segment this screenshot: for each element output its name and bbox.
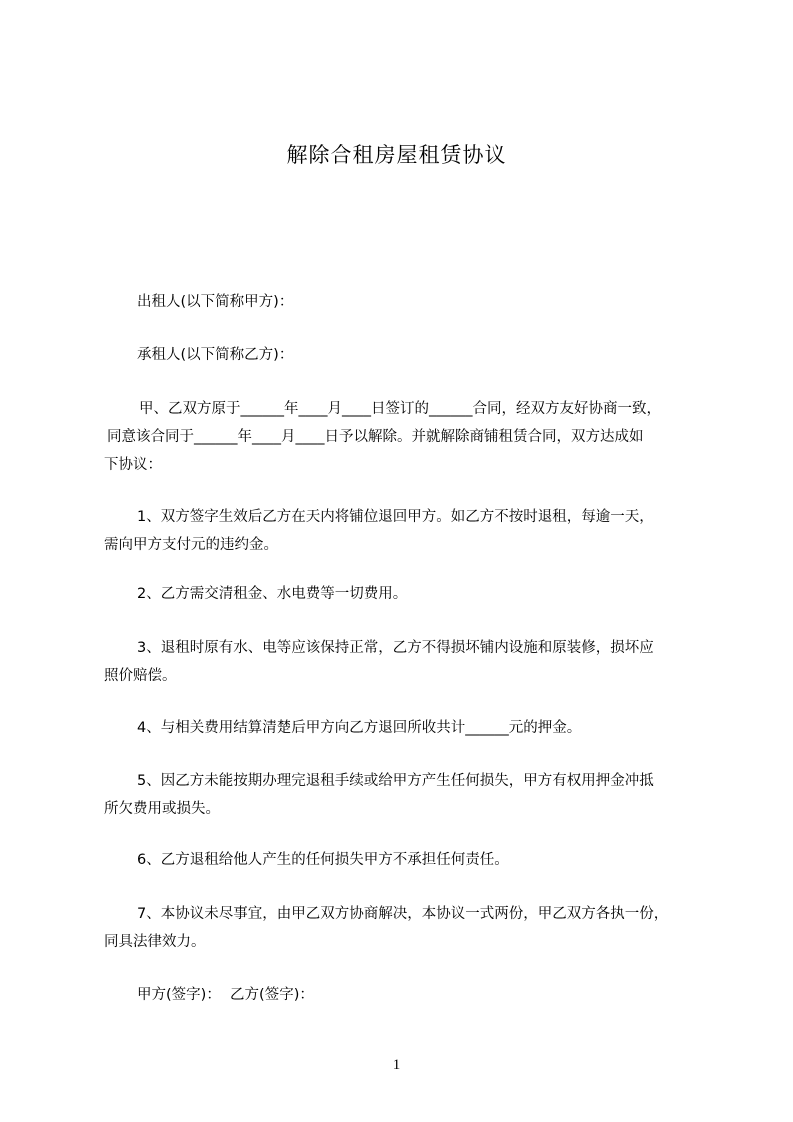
intro-line-1: 甲、乙双方原于______年____月____日签订的______合同，经双方友好协商一致， xyxy=(139,401,661,417)
clause-6-line-1: 6、乙方退租给他人产生的任何损失甲方不承担任何责任。 xyxy=(137,852,509,868)
intro-line-3: 下协议： xyxy=(104,457,162,473)
clause-5-line-1: 5、因乙方未能按期办理完退租手续或给甲方产生任何损失，甲方有权用押金冲抵 xyxy=(137,773,654,789)
clause-1-line-2: 需向甲方支付元的违约金。 xyxy=(104,537,278,553)
clause-2-line-1: 2、乙方需交清租金、水电费等一切费用。 xyxy=(137,586,408,602)
clause-7-line-1: 7、本协议未尽事宜，由甲乙双方协商解决，本协议一式两份，甲乙双方各执一份， xyxy=(137,906,669,922)
clause-4-line-1: 4、与相关费用结算清楚后甲方向乙方退回所收共计______元的押金。 xyxy=(137,720,582,736)
lessee-line: 承租人(以下简称乙方)： xyxy=(137,347,294,363)
lessor-line: 出租人(以下简称甲方)： xyxy=(137,294,294,310)
signature-line: 甲方(签字)： 乙方(签字)： xyxy=(137,987,314,1003)
clause-3-line-1: 3、退租时原有水、电等应该保持正常，乙方不得损坏铺内设施和原装修，损坏应 xyxy=(137,640,654,656)
document-title: 解除合租房屋租赁协议 xyxy=(286,143,507,167)
intro-line-2: 同意该合同于______年____月____日予以解除。并就解除商铺租赁合同，双方达成如 xyxy=(107,429,644,445)
clause-1-line-1: 1、双方签字生效后乙方在天内将铺位退回甲方。如乙方不按时退租，每逾一天， xyxy=(137,509,654,525)
clause-5-line-2: 所欠费用或损失。 xyxy=(104,801,220,817)
page-number: 1 xyxy=(392,1057,401,1073)
clause-7-line-2: 同具法律效力。 xyxy=(104,934,206,950)
clause-3-line-2: 照价赔偿。 xyxy=(104,668,177,684)
